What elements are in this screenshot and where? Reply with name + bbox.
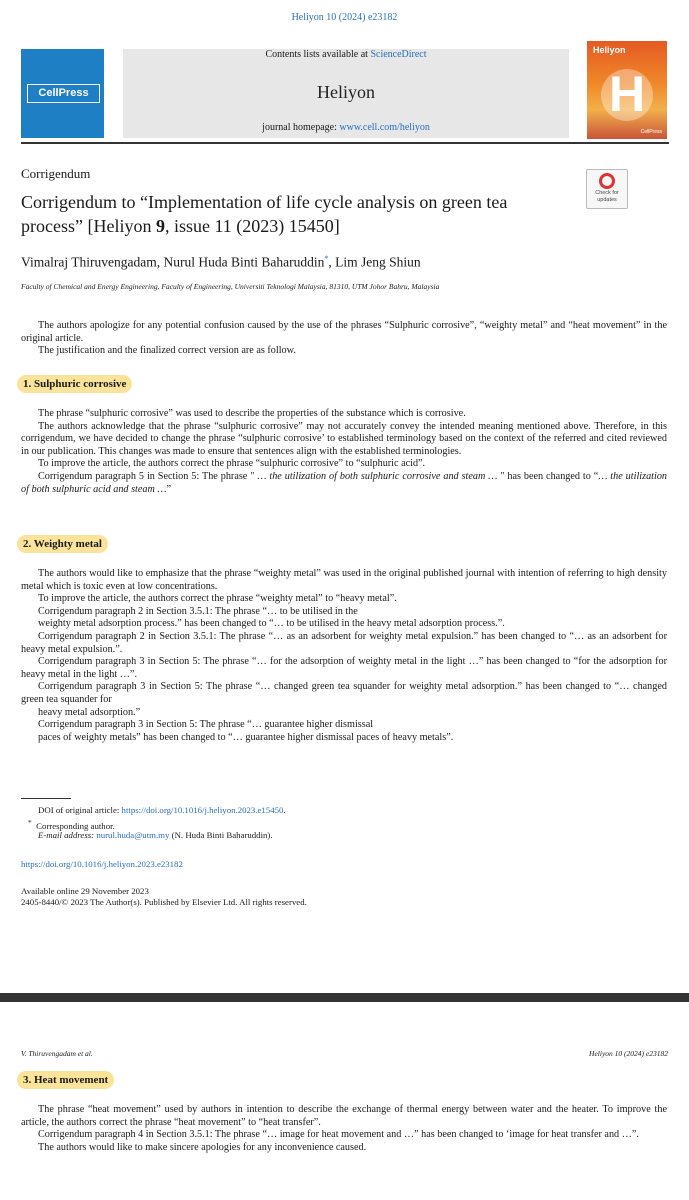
journal-cover[interactable] — [587, 41, 667, 139]
sciencedirect-link[interactable]: ScienceDirect — [370, 49, 427, 60]
paragraph: Corrigendum paragraph 2 in Section 3.5.1: The phrase “… to be utilised in the — [38, 605, 358, 617]
running-head-left: V. Thiruvengadam et al. — [21, 1049, 93, 1058]
intro-paragraph: The authors apologize for any potential confusion caused by the use of the phrases “Sulphuric corrosive”, “weighty metal” and “heat movement” in the original article. — [21, 320, 667, 344]
section-3-body — [21, 1104, 667, 1154]
original-doi-link[interactable]: https://doi.org/10.1016/j.heliyon.2023.e15450 — [121, 805, 284, 815]
cover-title: Heliyon — [593, 45, 626, 55]
homepage-line: journal homepage: www.cell.com/heliyon — [262, 122, 430, 133]
journal-header — [21, 40, 669, 144]
page-separator — [0, 993, 689, 1002]
contents-line: Contents lists available at ScienceDirect — [265, 49, 427, 60]
footnote-corresponding: * Corresponding author. — [28, 818, 115, 831]
paragraph: To improve the article, the authors correct the phrase “sulphuric corrosive” to “sulphuric acid”. — [38, 458, 426, 470]
paragraph: The authors acknowledge that the phrase “sulphuric corrosive” may not accurately convey the intended meaning mentioned above. Therefore, in this corrigendum, we have decided to change the phrase “sulphuric corrosive’ to established terminology based on the context of the referred and cited reviewed in our publication. This changes was made to ensure that sentences align with the established terminologies. — [21, 420, 667, 457]
available-online: Available online 29 November 2023 — [21, 886, 149, 896]
intro-paragraph: The justification and the finalized correct version are as follow. — [38, 345, 296, 357]
paragraph: Corrigendum paragraph 3 in Section 5: The phrase “… guarantee higher dismissal — [38, 719, 374, 731]
paragraph: To improve the article, the authors correct the phrase “weighty metal” to “heavy metal”. — [38, 593, 397, 605]
author-list: Vimalraj Thiruvengadam, Nurul Huda Binti Baharuddin*, Lim Jeng Shiun — [21, 254, 421, 270]
check-for-updates-badge[interactable] — [586, 169, 628, 209]
section-heading-2: 2. Weighty metal — [17, 535, 108, 553]
section-heading-1: 1. Sulphuric corrosive — [17, 375, 132, 393]
paragraph: The authors would like to emphasize that the phrase “weighty metal” was used in the original published journal with intention of referring to high density metal which is toxic even at low concentrations. — [21, 568, 667, 592]
section-heading-3: 3. Heat movement — [17, 1071, 114, 1089]
footnote-email: E-mail address: nurul.huda@utm.my (N. Huda Binti Baharuddin). — [38, 830, 273, 840]
copyright-line: 2405-8440/© 2023 The Author(s). Published by Elsevier Ltd. All rights reserved. — [21, 897, 307, 907]
paragraph: Corrigendum paragraph 5 in Section 5: The phrase " … the utilization of both sulphuric corrosive and steam … " has been changed to “… the utilization of both sulphuric acid and steam …” — [21, 470, 668, 495]
check-updates-icon — [599, 173, 615, 189]
homepage-link[interactable]: www.cell.com/heliyon — [339, 122, 430, 133]
journal-reference[interactable]: Heliyon 10 (2024) e23182 — [291, 12, 398, 23]
footnote-doi: DOI of original article: https://doi.org/10.1016/j.heliyon.2023.e15450. — [38, 805, 286, 815]
cover-letter: H — [608, 66, 646, 122]
check-updates-label: Check for updates — [595, 190, 619, 203]
paragraph: The phrase “sulphuric corrosive” was used to describe the properties of the substance which is corrosive. — [38, 408, 466, 419]
intro-text — [21, 320, 667, 358]
article-title: Corrigendum to “Implementation of life cycle analysis on green tea process” [Heliyon 9, issue 11 (2023) 15450] — [21, 192, 508, 236]
email-link[interactable]: nurul.huda@utm.my — [96, 830, 170, 840]
journal-name: Heliyon — [317, 82, 375, 102]
running-head-right: Heliyon 10 (2024) e23182 — [589, 1049, 668, 1058]
paragraph: paces of weighty metals” has been changed to “… guarantee higher dismissal paces of heavy metals”. — [38, 731, 454, 743]
paragraph: Corrigendum paragraph 3 in Section 5: The phrase “… changed green tea squander for weighty metal adsorption.” has been changed to “… changed green tea squander for — [21, 681, 667, 705]
cellpress-logo-text: CellPress — [27, 84, 100, 103]
paragraph: The phrase “heat movement” used by authors in intention to describe the exchange of thermal energy between water and the heater. To improve the article, the authors correct the phrase “heat movement” to “heat transfer”. — [21, 1104, 667, 1128]
footnote-marker: * — [28, 818, 32, 827]
corresponding-author-link[interactable]: * — [324, 254, 329, 263]
section-1-body — [21, 408, 667, 496]
paragraph: Corrigendum paragraph 4 in Section 3.5.1: The phrase “… image for heat movement and …” has been changed to ‘image for heat transfer and …”. — [38, 1129, 639, 1141]
article-type: Corrigendum — [21, 166, 91, 181]
paragraph: heavy metal adsorption.” — [38, 706, 141, 718]
section-2-body — [21, 568, 667, 744]
article-doi-line — [21, 859, 667, 870]
affiliation: Faculty of Chemical and Energy Engineering, Faculty of Engineering, Universiti Teknologi Malaysia, 81310, UTM Johor Bahru, Malaysia — [21, 282, 440, 291]
journal-info-box — [123, 49, 569, 138]
paragraph: Corrigendum paragraph 3 in Section 5: The phrase “… for the adsorption of weighty metal in the light …” has been changed to “for the adsorption for heavy metal in the light …”. — [21, 656, 667, 680]
paragraph: The authors would like to make sincere apologies for any inconvenience caused. — [38, 1141, 367, 1153]
paragraph: weighty metal adsorption process.” has been changed to “… to be utilised in the heavy metal adsorption process.”. — [38, 618, 505, 630]
article-doi-link[interactable]: https://doi.org/10.1016/j.heliyon.2023.e23182 — [21, 859, 183, 869]
cover-publisher: CellPress — [640, 129, 662, 135]
footnote-divider — [21, 798, 71, 799]
cellpress-logo[interactable] — [21, 49, 104, 138]
paragraph: Corrigendum paragraph 2 in Section 3.5.1: The phrase “… as an adsorbent for weighty metal expulsion.” has been changed to “… as an adsorbent for heavy metal expulsion.”. — [21, 630, 667, 655]
